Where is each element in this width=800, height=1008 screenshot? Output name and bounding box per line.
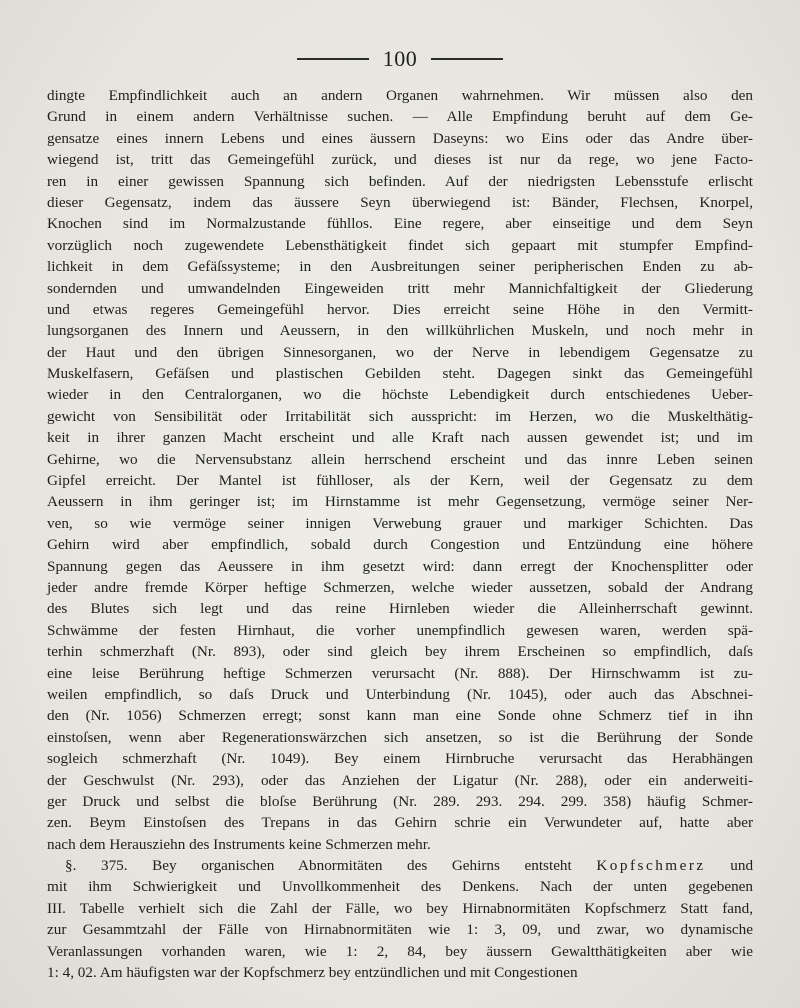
keyword-kopfschmerz: Kopfschmerz <box>596 857 706 875</box>
page-body <box>47 85 753 983</box>
text-line: zur Gesammtzahl der Fälle von Hirnabnormitäten wie 1: 3, 09, und zwar, wo dynamische <box>47 921 753 939</box>
text-line: mit ihm Schwierigkeit und Unvollkommenheit des Denkens. Nach der unten gegebenen <box>47 878 753 896</box>
text-line: sogleich schmerzhaft (Nr. 1049). Bey einem Hirnbruche verursacht das Herabhängen <box>47 750 753 768</box>
text-line: lungsorganen des Innern und Aeussern, in den willkührlichen Muskeln, und noch mehr in <box>47 322 753 340</box>
text-line: Knochen sind im Normalzustande fühllos. Eine regere, aber einseitige und dem Seyn <box>47 215 753 233</box>
text-line: gewicht von Sensibilität oder Irritabilität sich ausspricht: im Herzen, wo die Muskelthätig- <box>47 407 753 425</box>
text-line: wieder in den Centralorganen, wo die höchste Lebendigkeit durch entschiedenes Ueber- <box>47 386 753 404</box>
text-line: weilen empfindlich, so daſs Druck und Unterbindung (Nr. 1045), oder auch das Abschnei- <box>47 685 753 703</box>
text-line: Gehirne, wo die Nervensubstanz allein herrschend erscheint und das innre Leben seinen <box>47 450 753 468</box>
header-rule-left <box>297 58 369 60</box>
text-line: vorzüglich noch zugewendete Lebensthätigkeit findet sich gepaart mit stumpfer Empfind- <box>47 236 753 254</box>
text-line: ren in einer gewissen Spannung sich befinden. Auf der niedrigsten Lebensstufe erlischt <box>47 172 753 190</box>
paragraph-2 <box>47 855 753 983</box>
text-line: wiegend ist, tritt das Gemeingefühl zurück, und dieses ist nur da rege, wo jene Facto- <box>47 151 753 169</box>
text-line: gensatze eines innern Lebens und eines äussern Daseyns: wo Eins oder das Andre über- <box>47 129 753 147</box>
text-line: keit in ihrer ganzen Macht erscheint und alle Kraft nach aussen gewendet ist; und im <box>47 429 753 447</box>
text-line: ven, so wie vermöge seiner innigen Verwebung grauer und markiger Schichten. Das <box>47 514 753 532</box>
page-number: 100 <box>382 46 418 71</box>
paragraph-2-intro: Bey organischen Abnormitäten des Gehirns entsteht <box>152 857 572 875</box>
text-line: Gehirn wird aber empfindlich, sobald durch Congestion und Entzündung eine höhere <box>47 536 753 554</box>
text-line: jeder andre fremde Körper heftige Schmerzen, welche wieder aussetzen, sobald der Andrang <box>47 578 753 596</box>
header-rule-right <box>431 58 503 60</box>
text-line: des Blutes sich legt und das reine Hirnleben wieder die Alleinherrschaft gewinnt. <box>47 600 753 618</box>
paragraph-1 <box>47 85 753 855</box>
text-line: dieser Gegensatz, indem das äussere Seyn überwiegend ist: Bänder, Flechsen, Knorpel, <box>47 193 753 211</box>
paragraph-2-first-line <box>47 855 753 876</box>
text-line: zen. Beym Einstoſsen des Trepans in das Gehirn schrie ein Verwundeter auf, hatte aber <box>47 814 753 832</box>
text-line: der Geschwulst (Nr. 293), oder das Anziehen der Ligatur (Nr. 288), oder ein anderweiti- <box>47 771 753 789</box>
text-line: einstoſsen, wenn aber Regenerationswärzchen sich ansetzen, so ist die Berührung der Sonde <box>47 728 753 746</box>
text-line: Gipfel erreicht. Der Mantel ist fühlloser, als der Kern, weil der Gegensatz zu dem <box>47 472 753 490</box>
text-line: Veranlassungen vorhanden waren, wie 1: 2, 84, bey äussern Gewaltthätigkeiten aber wie <box>47 942 753 960</box>
page-header <box>0 46 800 72</box>
text-line: den (Nr. 1056) Schmerzen erregt; sonst kann man eine Sonde ohne Schmerz tief in ihn <box>47 707 753 725</box>
text-line: Spannung gegen das Aeussere in ihm gesetzt wird: dann erregt der Knochensplitter oder <box>47 557 753 575</box>
text-line: Grund in einem andern Verhältnisse suchen. — Alle Empfindung beruht auf dem Ge- <box>47 108 753 126</box>
paragraph-2-tail: und <box>730 857 754 875</box>
section-number: §. 375. <box>65 857 128 875</box>
text-line: 1: 4, 02. Am häufigsten war der Kopfschmerz bey entzündlichen und mit Congestionen <box>47 964 578 982</box>
text-line: Aeussern in ihm geringer ist; im Hirnstamme ist mehr Gegensetzung, vermöge seiner Ner- <box>47 493 753 511</box>
text-line: der Haut und den übrigen Sinnesorganen, wo der Nerve in lebendigem Gegensatze zu <box>47 343 753 361</box>
text-line: dingte Empfindlichkeit auch an andern Organen wahrnehmen. Wir müssen also den <box>47 87 753 104</box>
text-line: und etwas regeres Gemeingefühl hervor. Dies erreicht seine Höhe in den Vermitt- <box>47 300 753 318</box>
text-line: III. Tabelle verhielt sich die Zahl der Fälle, wo bey Hirnabnormitäten Kopfschmerz Statt fand, <box>47 899 753 917</box>
text-line: sondernden und umwandelnden Eingeweiden tritt mehr Mannichfaltigkeit der Gliederung <box>47 279 753 297</box>
text-line: Schwämme der festen Hirnhaut, die vorher unempfindlich gewesen waren, werden spä- <box>47 621 753 639</box>
text-line: ger Druck und selbst die bloſse Berührung (Nr. 289. 293. 294. 299. 358) häufig Schmer- <box>47 792 753 810</box>
text-line: eine leise Berührung heftige Schmerzen verursacht (Nr. 888). Der Hirnschwamm ist zu- <box>47 664 753 682</box>
text-line: nach dem Herausziehn des Instruments keine Schmerzen mehr. <box>47 835 431 853</box>
text-line: terhin schmerzhaft (Nr. 893), oder sind gleich bey ihrem Erscheinen so empfindlich, daſs <box>47 643 753 661</box>
text-line: lichkeit in dem Gefäſssysteme; in den Ausbreitungen seiner peripherischen Enden zu ab- <box>47 258 753 276</box>
text-line: Muskelfasern, Gefäſsen und plastischen Gebilden steht. Dagegen sinkt das Gemeingefühl <box>47 365 753 383</box>
